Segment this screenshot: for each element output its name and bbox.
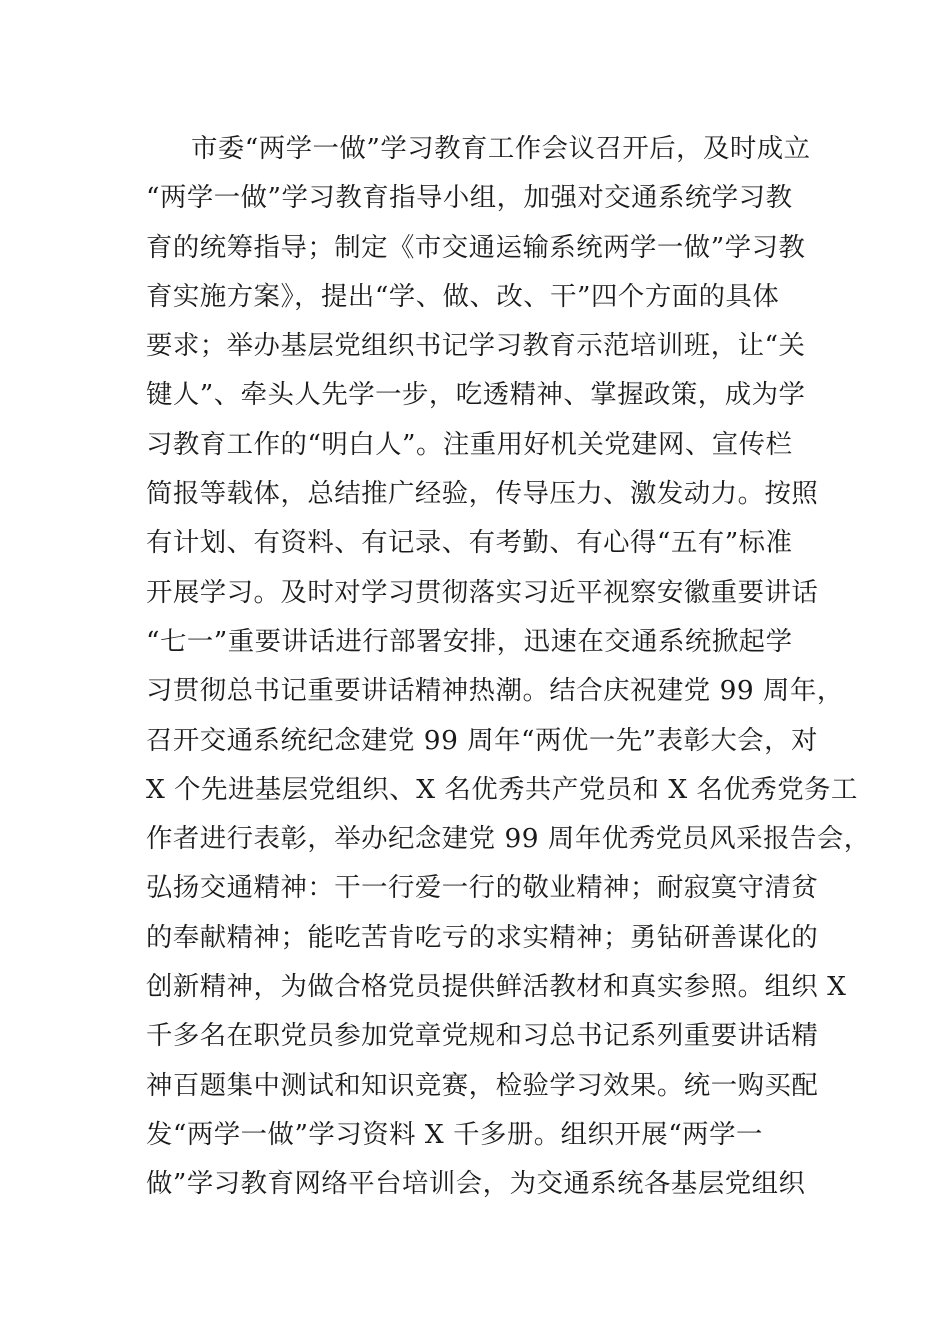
paragraph-line: 有计划、有资料、有记录、有考勤、有心得“五有”标准 [146,527,793,559]
paragraph-line: 创新精神，为做合格党员提供鲜活教材和真实参照。组织 X [146,971,847,1003]
paragraph-line: 育实施方案》，提出“学、做、改、干”四个方面的具体 [146,280,780,312]
paragraph-line: 习贯彻总书记重要讲话精神热潮。结合庆祝建党 99 周年， [146,675,844,707]
paragraph-line: 习教育工作的“明白人”。注重用好机关党建网、宣传栏 [146,428,793,460]
paragraph-line: 召开交通系统纪念建党 99 周年“两优一先”表彰大会，对 [146,724,818,756]
paragraph-line: 做”学习教育网络平台培训会，为交通系统各基层党组织 [146,1168,806,1200]
paragraph-line: X 个先进基层党组织、X 名优秀共产党员和 X 名优秀党务工 [146,773,858,805]
paragraph-line: 作者进行表彰，举办纪念建党 99 周年优秀党员风采报告会， [146,823,871,855]
paragraph-line: 弘扬交通精神：干一行爱一行的敬业精神；耐寂寞守清贫 [146,872,819,904]
paragraph-line: 发“两学一做”学习资料 X 千多册。组织开展“两学一 [146,1118,763,1150]
paragraph-line: “七一”重要讲话进行部署安排，迅速在交通系统掀起学 [146,625,793,657]
paragraph-line: “两学一做”学习教育指导小组，加强对交通系统学习教 [146,182,793,214]
paragraph-line: 千多名在职党员参加党章党规和习总书记系列重要讲话精 [146,1020,819,1052]
paragraph-line: 神百题集中测试和知识竞赛，检验学习效果。统一购买配 [146,1069,819,1101]
paragraph-line: 市委“两学一做”学习教育工作会议召开后，及时成立 [191,133,811,164]
body-paragraph [146,124,871,1209]
paragraph-line: 要求；举办基层党组织书记学习教育示范培训班，让“关 [146,330,806,362]
paragraph-line: 简报等载体，总结推广经验，传导压力、激发动力。按照 [146,478,819,510]
paragraph-line: 键人”、牵头人先学一步，吃透精神、掌握政策，成为学 [146,379,806,411]
paragraph-line: 的奉献精神；能吃苦肯吃亏的求实精神；勇钻研善谋化的 [146,921,819,953]
paragraph-line: 开展学习。及时对学习贯彻落实习近平视察安徽重要讲话 [146,576,819,608]
paragraph-line: 育的统筹指导；制定《市交通运输系统两学一做”学习教 [146,231,806,263]
